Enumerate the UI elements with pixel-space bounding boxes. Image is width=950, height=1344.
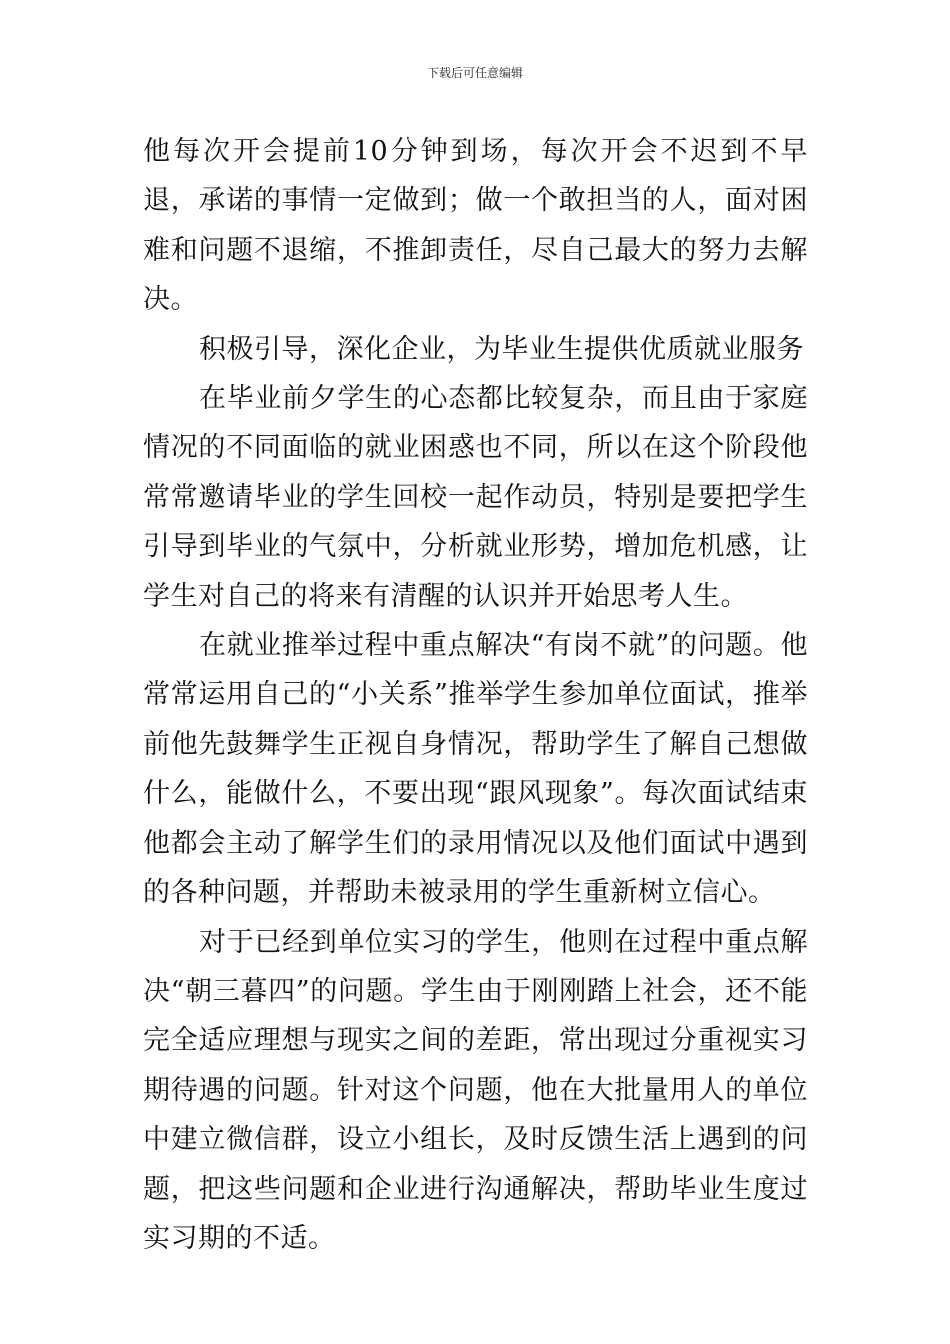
paragraph-graduation-mindset: 在毕业前夕学生的心态都比较复杂，而且由于家庭情况的不同面临的就业困惑也不同，所以在这个阶段他常常邀请毕业的学生回校一起作动员，特别是要把学生引导到毕业的气氛中，分析就业形势，增加危机感，让学生对自己的将来有清醒的认识并开始思考人生。 xyxy=(143,383,808,612)
paragraph-meeting-commitment: 他每次开会提前10分钟到场，每次开会不迟到不早退，承诺的事情一定做到；做一个敢担当的人，面对困难和问题不退缩，不推卸责任，尽自己最大的努力去解决。 xyxy=(143,136,808,316)
page-header-note: 下载后可任意编辑 xyxy=(426,66,523,80)
section-heading-employment-service: 积极引导，深化企业，为毕业生提供优质就业服务 xyxy=(199,333,804,365)
paragraph-job-recommendation: 在就业推举过程中重点解决“有岗不就”的问题。他常常运用自己的“小关系”推举学生参加单位面试，推举前他先鼓舞学生正视自身情况，帮助学生了解自己想做什么，能做什么，不要出现“跟风现象”。每次面试结束他都会主动了解学生们的录用情况以及他们面试中遇到的各种问题，并帮助未被录用的学生重新树立信心。 xyxy=(143,630,808,909)
paragraph-internship-support: 对于已经到单位实习的学生，他则在过程中重点解决“朝三暮四”的问题。学生由于刚刚踏上社会，还不能完全适应理想与现实之间的差距，常出现过分重视实习期待遇的问题。针对这个问题，他在大批量用人的单位中建立微信群，设立小组长，及时反馈生活上遇到的问题，把这些问题和企业进行沟通解决，帮助毕业生度过实习期的不适。 xyxy=(143,926,808,1254)
document-body xyxy=(143,127,808,1263)
